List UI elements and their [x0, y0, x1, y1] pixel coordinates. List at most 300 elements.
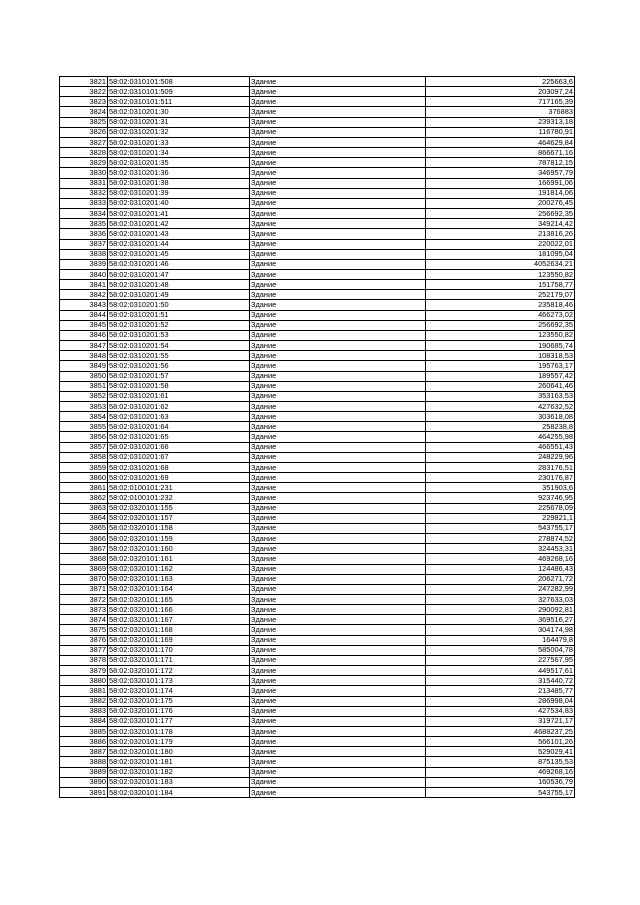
table-row [60, 87, 575, 97]
table-row [60, 503, 575, 513]
cadastral-number: 58:02:0320101:161 [108, 554, 250, 564]
row-number: 3864 [60, 513, 108, 523]
row-number: 3822 [60, 87, 108, 97]
row-number: 3846 [60, 330, 108, 340]
table-row [60, 513, 575, 523]
table-row [60, 493, 575, 503]
table-row [60, 594, 575, 604]
row-number: 3847 [60, 341, 108, 351]
row-number: 3837 [60, 239, 108, 249]
object-type: Здание [250, 249, 426, 259]
row-number: 3860 [60, 473, 108, 483]
cadastral-number: 58:02:0320101:170 [108, 645, 250, 655]
cadastral-value: 543755,17 [426, 523, 575, 533]
cadastral-number: 58:02:0320101:179 [108, 737, 250, 747]
cadastral-number: 58:02:0320101:177 [108, 716, 250, 726]
table-row [60, 787, 575, 797]
table-row [60, 737, 575, 747]
cadastral-number: 58:02:0310201:35 [108, 158, 250, 168]
table-row [60, 564, 575, 574]
cadastral-value: 206271,72 [426, 574, 575, 584]
cadastral-number: 58:02:0100101:231 [108, 483, 250, 493]
row-number: 3891 [60, 787, 108, 797]
row-number: 3875 [60, 625, 108, 635]
table-row [60, 158, 575, 168]
object-type: Здание [250, 442, 426, 452]
table-row [60, 391, 575, 401]
cadastral-number: 58:02:0310201:62 [108, 402, 250, 412]
cadastral-value: 239313,18 [426, 117, 575, 127]
row-number: 3830 [60, 168, 108, 178]
table-row [60, 168, 575, 178]
object-type: Здание [250, 605, 426, 615]
cadastral-number: 58:02:0310201:69 [108, 473, 250, 483]
cadastral-number: 58:02:0310201:51 [108, 310, 250, 320]
object-type: Здание [250, 716, 426, 726]
object-type: Здание [250, 594, 426, 604]
table-row [60, 330, 575, 340]
table-row [60, 219, 575, 229]
cadastral-number: 58:02:0320101:168 [108, 625, 250, 635]
cadastral-value: 258238,8 [426, 422, 575, 432]
cadastral-number: 58:02:0320101:172 [108, 666, 250, 676]
cadastral-number: 58:02:0310201:40 [108, 198, 250, 208]
row-number: 3884 [60, 716, 108, 726]
row-number: 3886 [60, 737, 108, 747]
table-row [60, 666, 575, 676]
row-number: 3852 [60, 391, 108, 401]
object-type: Здание [250, 574, 426, 584]
cadastral-value: 225678,09 [426, 503, 575, 513]
object-type: Здание [250, 361, 426, 371]
object-type: Здание [250, 676, 426, 686]
table-row [60, 686, 575, 696]
cadastral-number: 58:02:0310201:38 [108, 178, 250, 188]
table-row [60, 452, 575, 462]
row-number: 3827 [60, 137, 108, 147]
row-number: 3881 [60, 686, 108, 696]
cadastral-number: 58:02:0320101:174 [108, 686, 250, 696]
cadastral-value: 283176,51 [426, 462, 575, 472]
cadastral-value: 256692,35 [426, 320, 575, 330]
cadastral-number: 58:02:0310201:58 [108, 381, 250, 391]
row-number: 3882 [60, 696, 108, 706]
table-row [60, 473, 575, 483]
row-number: 3858 [60, 452, 108, 462]
row-number: 3821 [60, 77, 108, 87]
object-type: Здание [250, 158, 426, 168]
object-type: Здание [250, 188, 426, 198]
row-number: 3862 [60, 493, 108, 503]
object-type: Здание [250, 696, 426, 706]
object-type: Здание [250, 645, 426, 655]
row-number: 3887 [60, 747, 108, 757]
cadastral-number: 58:02:0310201:45 [108, 249, 250, 259]
cadastral-number: 58:02:0320101:167 [108, 615, 250, 625]
table-row [60, 361, 575, 371]
cadastral-number: 58:02:0310201:42 [108, 219, 250, 229]
cadastral-value: 256692,35 [426, 209, 575, 219]
cadastral-number: 58:02:0320101:169 [108, 635, 250, 645]
cadastral-value: 190685,74 [426, 341, 575, 351]
cadastral-number: 58:02:0320101:173 [108, 676, 250, 686]
cadastral-value: 4052634,21 [426, 259, 575, 269]
object-type: Здание [250, 483, 426, 493]
row-number: 3839 [60, 259, 108, 269]
cadastral-value: 427534,83 [426, 706, 575, 716]
cadastral-value: 160536,79 [426, 777, 575, 787]
object-type: Здание [250, 737, 426, 747]
table-row [60, 523, 575, 533]
row-number: 3844 [60, 310, 108, 320]
cadastral-number: 58:02:0310201:30 [108, 107, 250, 117]
row-number: 3851 [60, 381, 108, 391]
table-row [60, 554, 575, 564]
cadastral-value: 229821,1 [426, 513, 575, 523]
object-type: Здание [250, 706, 426, 716]
object-type: Здание [250, 412, 426, 422]
object-type: Здание [250, 666, 426, 676]
row-number: 3863 [60, 503, 108, 513]
object-type: Здание [250, 77, 426, 87]
cadastral-value: 469268,16 [426, 554, 575, 564]
row-number: 3878 [60, 655, 108, 665]
cadastral-value: 247282,99 [426, 584, 575, 594]
cadastral-value: 466273,02 [426, 310, 575, 320]
table-row [60, 239, 575, 249]
table-row [60, 77, 575, 87]
cadastral-number: 58:02:0310101:511 [108, 97, 250, 107]
object-type: Здание [250, 137, 426, 147]
cadastral-number: 58:02:0320101:155 [108, 503, 250, 513]
row-number: 3826 [60, 127, 108, 137]
table-row [60, 432, 575, 442]
row-number: 3865 [60, 523, 108, 533]
table-row [60, 209, 575, 219]
cadastral-value: 189557,42 [426, 371, 575, 381]
object-type: Здание [250, 747, 426, 757]
object-type: Здание [250, 269, 426, 279]
cadastral-number: 58:02:0310201:36 [108, 168, 250, 178]
row-number: 3859 [60, 462, 108, 472]
cadastral-number: 58:02:0320101:158 [108, 523, 250, 533]
cadastral-value: 349214,42 [426, 219, 575, 229]
object-type: Здание [250, 259, 426, 269]
cadastral-number: 58:02:0310101:508 [108, 77, 250, 87]
object-type: Здание [250, 229, 426, 239]
cadastral-number: 58:02:0320101:171 [108, 655, 250, 665]
table-row [60, 137, 575, 147]
cadastral-number: 58:02:0310101:509 [108, 87, 250, 97]
cadastral-value: 304174,98 [426, 625, 575, 635]
cadastral-number: 58:02:0320101:160 [108, 544, 250, 554]
cadastral-number: 58:02:0320101:178 [108, 727, 250, 737]
cadastral-value: 230176,87 [426, 473, 575, 483]
row-number: 3850 [60, 371, 108, 381]
cadastral-number: 58:02:0310201:64 [108, 422, 250, 432]
table-row [60, 422, 575, 432]
cadastral-number: 58:02:0320101:164 [108, 584, 250, 594]
row-number: 3834 [60, 209, 108, 219]
cadastral-number: 58:02:0320101:180 [108, 747, 250, 757]
table-row [60, 727, 575, 737]
table-row [60, 625, 575, 635]
table-row [60, 605, 575, 615]
row-number: 3841 [60, 280, 108, 290]
object-type: Здание [250, 280, 426, 290]
table-row [60, 280, 575, 290]
cadastral-value: 466551,43 [426, 442, 575, 452]
object-type: Здание [250, 381, 426, 391]
object-type: Здание [250, 300, 426, 310]
cadastral-number: 58:02:0320101:165 [108, 594, 250, 604]
cadastral-value: 123550,82 [426, 330, 575, 340]
object-type: Здание [250, 513, 426, 523]
table-row [60, 584, 575, 594]
cadastral-value: 108318,53 [426, 351, 575, 361]
cadastral-value: 191814,06 [426, 188, 575, 198]
row-number: 3835 [60, 219, 108, 229]
cadastral-value: 427632,52 [426, 402, 575, 412]
row-number: 3838 [60, 249, 108, 259]
table-row [60, 371, 575, 381]
table-row [60, 442, 575, 452]
cadastral-value: 787812,15 [426, 158, 575, 168]
row-number: 3853 [60, 402, 108, 412]
cadastral-number: 58:02:0310201:61 [108, 391, 250, 401]
object-type: Здание [250, 554, 426, 564]
table-row [60, 290, 575, 300]
table-row [60, 300, 575, 310]
table-row [60, 188, 575, 198]
object-type: Здание [250, 686, 426, 696]
row-number: 3869 [60, 564, 108, 574]
object-type: Здание [250, 87, 426, 97]
cadastral-number: 58:02:0310201:56 [108, 361, 250, 371]
cadastral-value: 566101,26 [426, 737, 575, 747]
row-number: 3883 [60, 706, 108, 716]
object-type: Здание [250, 402, 426, 412]
table-row [60, 259, 575, 269]
row-number: 3874 [60, 615, 108, 625]
cadastral-value: 195763,17 [426, 361, 575, 371]
object-type: Здание [250, 290, 426, 300]
cadastral-number: 58:02:0320101:181 [108, 757, 250, 767]
table-row [60, 117, 575, 127]
object-type: Здание [250, 625, 426, 635]
object-type: Здание [250, 97, 426, 107]
object-type: Здание [250, 107, 426, 117]
table-row [60, 767, 575, 777]
table-row [60, 341, 575, 351]
table-row [60, 706, 575, 716]
cadastral-value: 290092,81 [426, 605, 575, 615]
table-row [60, 107, 575, 117]
cadastral-number: 58:02:0320101:157 [108, 513, 250, 523]
row-number: 3857 [60, 442, 108, 452]
cadastral-number: 58:02:0320101:163 [108, 574, 250, 584]
table-row [60, 483, 575, 493]
table-row [60, 747, 575, 757]
object-type: Здание [250, 310, 426, 320]
object-type: Здание [250, 239, 426, 249]
cadastral-number: 58:02:0310201:33 [108, 137, 250, 147]
cadastral-value: 585004,78 [426, 645, 575, 655]
cadastral-value: 464629,84 [426, 137, 575, 147]
row-number: 3833 [60, 198, 108, 208]
cadastral-value: 327633,03 [426, 594, 575, 604]
cadastral-value: 200276,45 [426, 198, 575, 208]
cadastral-number: 58:02:0320101:175 [108, 696, 250, 706]
cadastral-value: 181095,04 [426, 249, 575, 259]
table-row [60, 635, 575, 645]
object-type: Здание [250, 462, 426, 472]
table-row [60, 777, 575, 787]
object-type: Здание [250, 777, 426, 787]
object-type: Здание [250, 341, 426, 351]
cadastral-value: 225663,6 [426, 77, 575, 87]
row-number: 3868 [60, 554, 108, 564]
cadastral-value: 220022,01 [426, 239, 575, 249]
row-number: 3872 [60, 594, 108, 604]
cadastral-value: 166991,06 [426, 178, 575, 188]
cadastral-value: 278874,52 [426, 534, 575, 544]
table-row [60, 412, 575, 422]
cadastral-value: 346957,79 [426, 168, 575, 178]
object-type: Здание [250, 544, 426, 554]
cadastral-number: 58:02:0320101:162 [108, 564, 250, 574]
cadastral-number: 58:02:0100101:232 [108, 493, 250, 503]
table-row [60, 655, 575, 665]
row-number: 3873 [60, 605, 108, 615]
object-type: Здание [250, 198, 426, 208]
cadastral-value: 866671,16 [426, 148, 575, 158]
cadastral-number: 58:02:0310201:47 [108, 269, 250, 279]
table-row [60, 269, 575, 279]
cadastral-value: 248229,96 [426, 452, 575, 462]
cadastral-value: 529029,41 [426, 747, 575, 757]
table-row [60, 381, 575, 391]
property-table [59, 76, 575, 798]
row-number: 3824 [60, 107, 108, 117]
row-number: 3836 [60, 229, 108, 239]
object-type: Здание [250, 523, 426, 533]
object-type: Здание [250, 127, 426, 137]
cadastral-number: 58:02:0320101:166 [108, 605, 250, 615]
cadastral-number: 58:02:0310201:48 [108, 280, 250, 290]
row-number: 3845 [60, 320, 108, 330]
object-type: Здание [250, 330, 426, 340]
table-row [60, 148, 575, 158]
object-type: Здание [250, 168, 426, 178]
cadastral-value: 376883 [426, 107, 575, 117]
cadastral-value: 124486,43 [426, 564, 575, 574]
table-row [60, 716, 575, 726]
cadastral-value: 286998,04 [426, 696, 575, 706]
row-number: 3843 [60, 300, 108, 310]
cadastral-number: 58:02:0320101:184 [108, 787, 250, 797]
table-row [60, 351, 575, 361]
object-type: Здание [250, 391, 426, 401]
cadastral-value: 315440,72 [426, 676, 575, 686]
table-row [60, 615, 575, 625]
cadastral-number: 58:02:0310201:31 [108, 117, 250, 127]
cadastral-number: 58:02:0310201:44 [108, 239, 250, 249]
cadastral-value: 923746,95 [426, 493, 575, 503]
cadastral-value: 303618,08 [426, 412, 575, 422]
cadastral-number: 58:02:0320101:183 [108, 777, 250, 787]
table-row [60, 97, 575, 107]
row-number: 3867 [60, 544, 108, 554]
table-row [60, 178, 575, 188]
cadastral-value: 203097,24 [426, 87, 575, 97]
row-number: 3871 [60, 584, 108, 594]
cadastral-value: 164479,8 [426, 635, 575, 645]
object-type: Здание [250, 209, 426, 219]
table-row [60, 198, 575, 208]
row-number: 3855 [60, 422, 108, 432]
row-number: 3879 [60, 666, 108, 676]
cadastral-value: 123550,82 [426, 269, 575, 279]
cadastral-value: 875135,53 [426, 757, 575, 767]
table-row [60, 676, 575, 686]
row-number: 3870 [60, 574, 108, 584]
row-number: 3831 [60, 178, 108, 188]
object-type: Здание [250, 320, 426, 330]
cadastral-value: 4688237,25 [426, 727, 575, 737]
row-number: 3828 [60, 148, 108, 158]
cadastral-number: 58:02:0310201:67 [108, 452, 250, 462]
object-type: Здание [250, 503, 426, 513]
cadastral-value: 351903,6 [426, 483, 575, 493]
cadastral-number: 58:02:0310201:49 [108, 290, 250, 300]
cadastral-number: 58:02:0310201:55 [108, 351, 250, 361]
cadastral-number: 58:02:0310201:65 [108, 432, 250, 442]
object-type: Здание [250, 452, 426, 462]
cadastral-number: 58:02:0310201:66 [108, 442, 250, 452]
row-number: 3877 [60, 645, 108, 655]
object-type: Здание [250, 655, 426, 665]
cadastral-number: 58:02:0310201:52 [108, 320, 250, 330]
object-type: Здание [250, 635, 426, 645]
row-number: 3849 [60, 361, 108, 371]
cadastral-value: 319721,17 [426, 716, 575, 726]
cadastral-number: 58:02:0310201:50 [108, 300, 250, 310]
object-type: Здание [250, 767, 426, 777]
object-type: Здание [250, 473, 426, 483]
row-number: 3885 [60, 727, 108, 737]
row-number: 3888 [60, 757, 108, 767]
row-number: 3861 [60, 483, 108, 493]
object-type: Здание [250, 727, 426, 737]
cadastral-value: 260641,46 [426, 381, 575, 391]
table-row [60, 229, 575, 239]
table-row [60, 402, 575, 412]
cadastral-number: 58:02:0320101:159 [108, 534, 250, 544]
cadastral-number: 58:02:0310201:68 [108, 462, 250, 472]
cadastral-value: 717165,39 [426, 97, 575, 107]
cadastral-number: 58:02:0310201:34 [108, 148, 250, 158]
row-number: 3823 [60, 97, 108, 107]
row-number: 3866 [60, 534, 108, 544]
row-number: 3876 [60, 635, 108, 645]
row-number: 3856 [60, 432, 108, 442]
table-row [60, 310, 575, 320]
object-type: Здание [250, 432, 426, 442]
object-type: Здание [250, 371, 426, 381]
cadastral-number: 58:02:0310201:63 [108, 412, 250, 422]
cadastral-value: 543755,17 [426, 787, 575, 797]
